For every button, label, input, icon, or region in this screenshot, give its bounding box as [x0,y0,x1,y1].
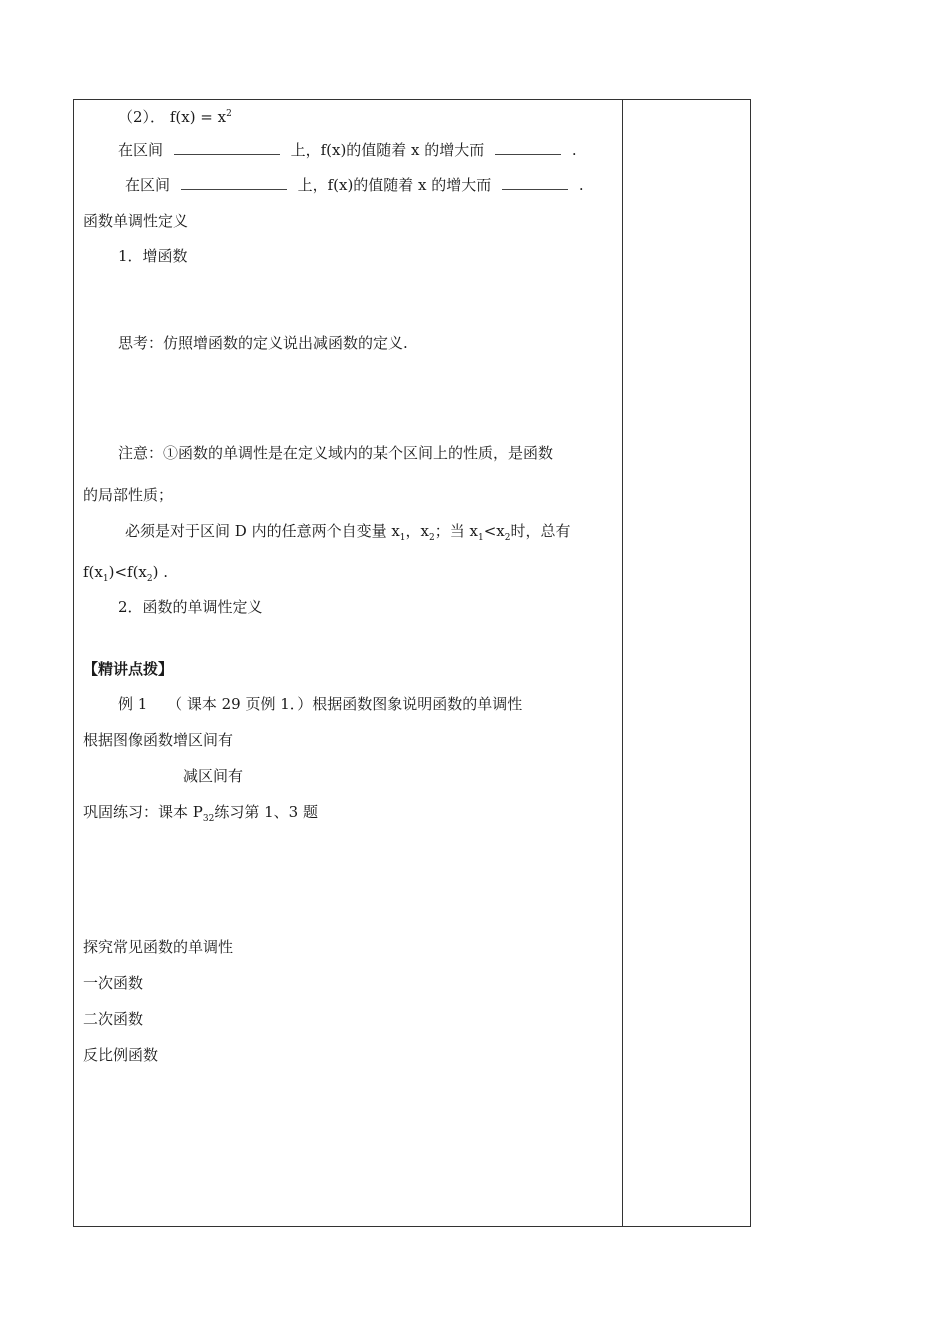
must-condition: 必须是对于区间 D 内的任意两个自变量 $x_1$，$x_2$；当 $x_1<x_2$时，总有 [125,522,571,543]
example-1: 例 1 （ 课本 29 页例 1．）根据函数图象说明函数的单调性 [118,695,523,713]
answer-blank[interactable] [495,140,561,155]
think-prompt: 思考：仿照增函数的定义说出减函数的定义. [118,334,408,352]
inequality: $f(x_1)<f(x_2)$ . [83,563,169,584]
answer-blank[interactable] [174,140,280,155]
practice-line: 巩固练习：课本 $P_{32}$练习第 1、3 题 [83,803,318,824]
answer-blank[interactable] [502,175,568,190]
inverse-function: 反比例函数 [83,1046,159,1064]
explore-heading: 探究常见函数的单调性 [83,938,234,956]
increasing-intervals: 根据图像函数增区间有 [83,731,234,749]
monotonicity-definition-label: 2．函数的单调性定义 [118,598,263,616]
item-2: （2）． $f(x) = x^2$ [118,108,232,126]
increasing-function-label: 1．增函数 [118,247,188,265]
quadratic-function: 二次函数 [83,1010,144,1028]
column-divider [622,99,623,1227]
linear-function: 一次函数 [83,974,144,992]
definition-heading: 函数单调性定义 [83,212,189,230]
section-title: 【精讲点拨】 [83,660,174,678]
decreasing-intervals: 减区间有 [183,767,244,785]
table-frame [73,99,751,1227]
interval-question-1: 在区间 上，f(x)的值随着 x 的增大而 . [118,141,577,159]
answer-blank[interactable] [181,175,287,190]
interval-question-2: 在区间 上，f(x)的值随着 x 的增大而 . [125,176,584,194]
note-line: 注意：①函数的单调性是在定义域内的某个区间上的性质，是函数 [118,444,554,462]
note-line: 的局部性质； [83,486,174,504]
